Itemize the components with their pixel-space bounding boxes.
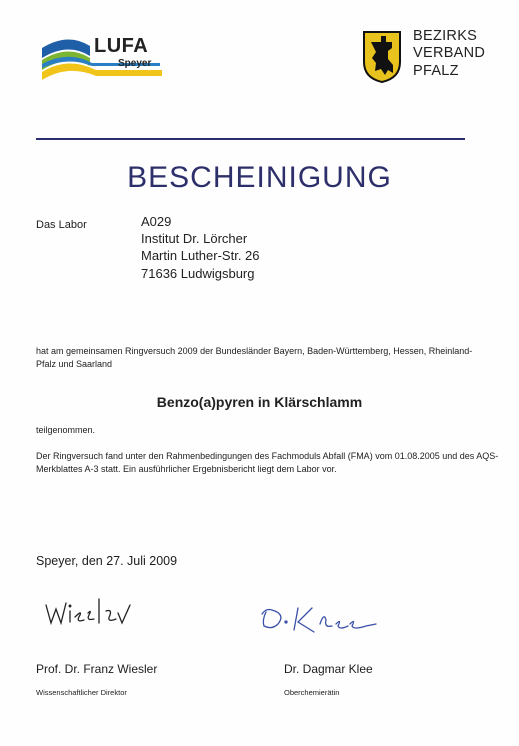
- lufa-logo-name: LUFA: [94, 35, 149, 57]
- lab-street: Martin Luther-Str. 26: [141, 248, 260, 263]
- bezirksverband-crest-icon: [362, 30, 402, 84]
- signature-klee: [256, 600, 380, 640]
- bezirksverband-line-2: VERBAND: [413, 45, 486, 61]
- lufa-logo-subtitle: Speyer: [118, 58, 152, 69]
- document-title: BESCHEINIGUNG: [127, 161, 392, 194]
- signatory-1-name: Prof. Dr. Franz Wiesler: [36, 662, 158, 676]
- signatory-1-role: Wissenschaftlicher Direktor: [36, 688, 127, 697]
- place-date: Speyer, den 27. Juli 2009: [36, 554, 178, 568]
- lab-label: Das Labor: [36, 219, 87, 231]
- signatory-2-role: Oberchemierätin: [284, 688, 340, 697]
- lab-id: A029: [141, 214, 172, 229]
- lab-name: Institut Dr. Lörcher: [141, 231, 248, 246]
- intro-paragraph: hat am gemeinsamen Ringversuch 2009 der Bundesländer Bayern, Baden-Württemberg, Hessen, Rheinland-Pfalz und Saarland: [36, 346, 473, 369]
- bezirksverband-line-3: PFALZ: [413, 63, 459, 79]
- participation-text: teilgenommen.: [36, 425, 96, 435]
- test-subject: Benzo(a)pyren in Klärschlamm: [156, 394, 363, 410]
- conditions-paragraph: Der Ringversuch fand unter den Rahmenbedingungen des Fachmoduls Abfall (FMA) vom 01.08.2005 und des AQS-Merkblattes A-3 statt. Ein ausführlicher Ergebnisbericht liegt dem Labor vor.: [36, 451, 499, 474]
- lab-city: 71636 Ludwigsburg: [141, 266, 255, 281]
- signature-wiesler: [44, 595, 134, 629]
- header-divider: [36, 138, 465, 140]
- bezirksverband-line-1: BEZIRKS: [413, 28, 478, 44]
- signatory-2-name: Dr. Dagmar Klee: [284, 662, 373, 676]
